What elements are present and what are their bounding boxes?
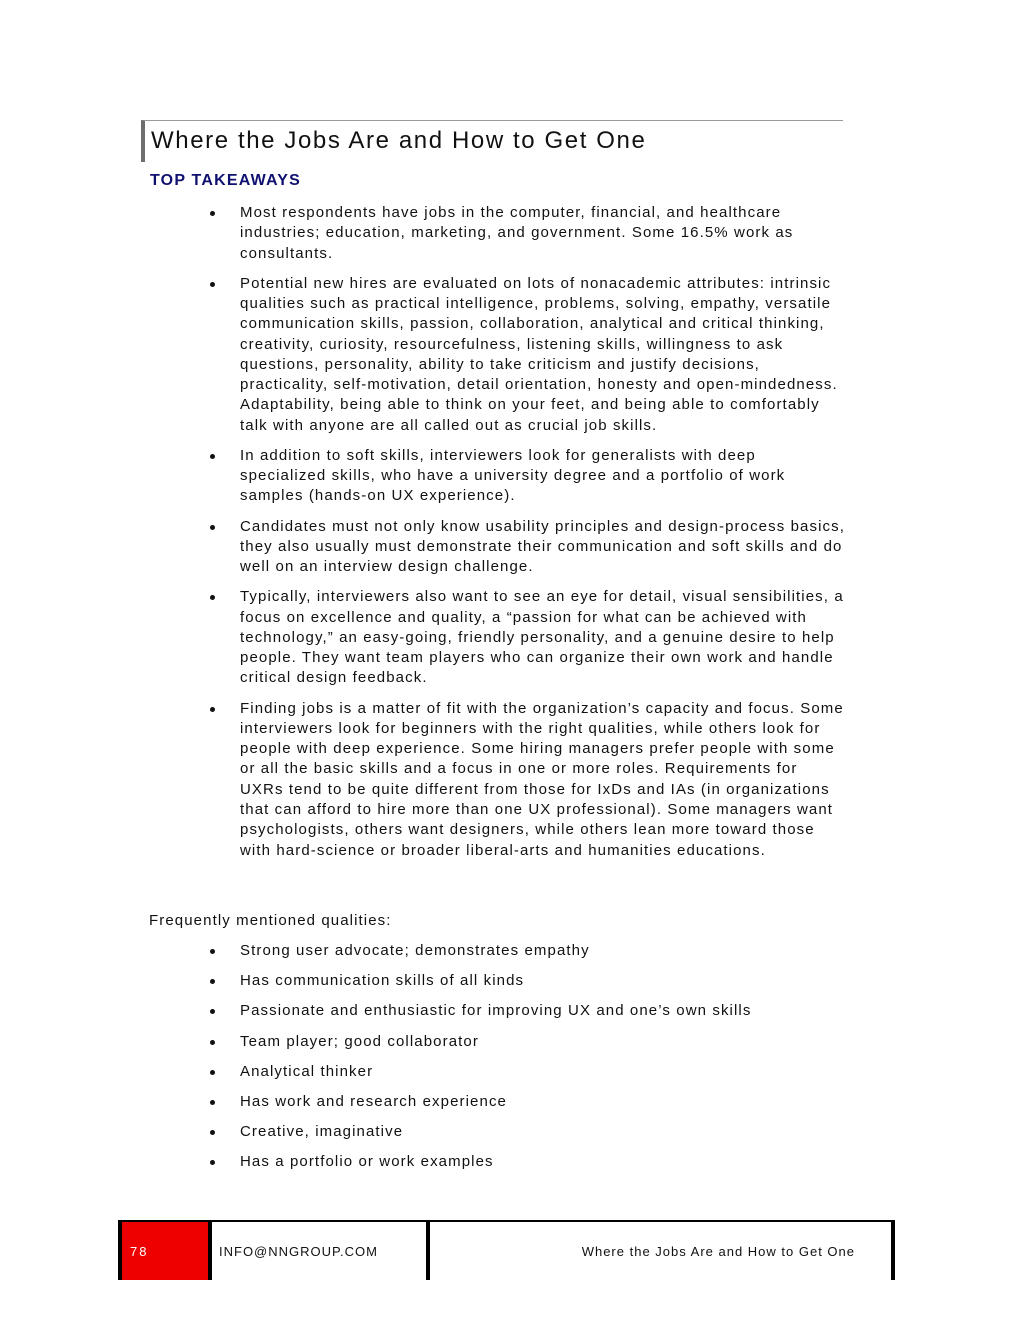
list-item: [206, 971, 846, 991]
list-item-text: Creative, imaginative: [240, 1123, 404, 1141]
bullet-icon: [210, 595, 215, 600]
bullet-icon: [210, 1040, 215, 1045]
page-heading-block: [141, 120, 843, 162]
footer-email: INFO@NNGROUP.COM: [219, 1244, 378, 1259]
list-item: [206, 274, 846, 436]
bullet-icon: [210, 1070, 215, 1075]
list-item: [206, 1152, 846, 1172]
list-item: [206, 1032, 846, 1052]
list-item-text: Strong user advocate; demonstrates empathy: [240, 942, 590, 959]
bullet-icon: [210, 1009, 215, 1014]
top-takeaways-heading: TOP TAKEAWAYS: [150, 172, 302, 189]
list-item: [206, 446, 846, 507]
list-item-text: In addition to soft skills, interviewers look for generalists with deep specialized skills, who have a university degree and a portfolio of work samples (hands-on UX experience).: [240, 446, 786, 505]
list-item: [206, 941, 846, 961]
bullet-icon: [210, 707, 215, 712]
list-item: [206, 1092, 846, 1112]
list-item: [206, 1122, 846, 1142]
page-title: Where the Jobs Are and How to Get One: [151, 127, 647, 154]
list-item-text: Analytical thinker: [240, 1062, 374, 1080]
list-item: [206, 1001, 846, 1021]
list-item-text: Candidates must not only know usability principles and design-process basics, they also usually must demonstrate their communication and soft skills and do well on an interview design challenge.: [240, 517, 845, 576]
list-item: [206, 517, 846, 578]
footer-section-title: Where the Jobs Are and How to Get One: [581, 1244, 855, 1259]
list-item-text: Typically, interviewers also want to see an eye for detail, visual sensibilities, a focus on excellence and quality, a “passion for what can be achieved with technology,” an easy-going, friendly personality, and a genuine desire to help people. They want team players who can organize their own work and handle critical design feedback.: [240, 588, 844, 687]
qualities-list: [206, 941, 846, 1183]
list-item-text: Potential new hires are evaluated on lots of nonacademic attributes: intrinsic qualities such as practical intelligence, problems, solving, empathy, versatile communication skills, passion, collaboration, analytical and critical thinking, creativity, curiosity, resourcefulness, listening skills, willingness to ask questions, personality, ability to take criticism and justify decisions, practicality, self-motivation, detail orientation, honesty and open-mindedness. Adaptability, being able to think on your feet, and being able to comfortably talk with anyone are all called out as crucial job skills.: [240, 274, 838, 434]
takeaways-list: [206, 203, 846, 871]
bullet-icon: [210, 211, 215, 216]
bullet-icon: [210, 979, 215, 984]
bullet-icon: [210, 282, 215, 287]
list-item-text: Team player; good collaborator: [240, 1032, 479, 1050]
footer-divider: [891, 1222, 895, 1280]
page-footer: [118, 1220, 895, 1280]
list-item: [206, 699, 846, 861]
qualities-intro: Frequently mentioned qualities:: [149, 912, 392, 929]
footer-page-box: [118, 1222, 208, 1280]
bullet-icon: [210, 454, 215, 459]
list-item-text: Finding jobs is a matter of fit with the organization’s capacity and focus. Some interviewers look for beginners with the right qualities, while others look for people with deep experience. Some hiring managers prefer people with some or all the basic skills and a focus in one or more roles. Requirements for UXRs tend to be quite different from those for IxDs and IAs (in organizations that can afford to hire more than one UX professional). Some managers want psychologists, others want designers, while others lean more toward those with hard-science or broader liberal-arts and humanities educations.: [240, 699, 844, 859]
list-item-text: Most respondents have jobs in the computer, financial, and healthcare industries; education, marketing, and government. Some 16.5% work as consultants.: [240, 204, 794, 262]
bullet-icon: [210, 1100, 215, 1105]
list-item: [206, 1062, 846, 1082]
list-item: [206, 587, 846, 688]
list-item: [206, 203, 846, 264]
bullet-icon: [210, 1130, 215, 1135]
page-number: 78: [130, 1244, 149, 1259]
list-item-text: Has work and research experience: [240, 1092, 507, 1110]
footer-divider: [208, 1222, 212, 1280]
footer-divider: [426, 1222, 430, 1280]
list-item-text: Has a portfolio or work examples: [240, 1153, 494, 1171]
bullet-icon: [210, 525, 215, 530]
bullet-icon: [210, 949, 215, 954]
list-item-text: Passionate and enthusiastic for improving UX and one’s own skills: [240, 1002, 752, 1020]
bullet-icon: [210, 1160, 215, 1165]
list-item-text: Has communication skills of all kinds: [240, 972, 525, 990]
